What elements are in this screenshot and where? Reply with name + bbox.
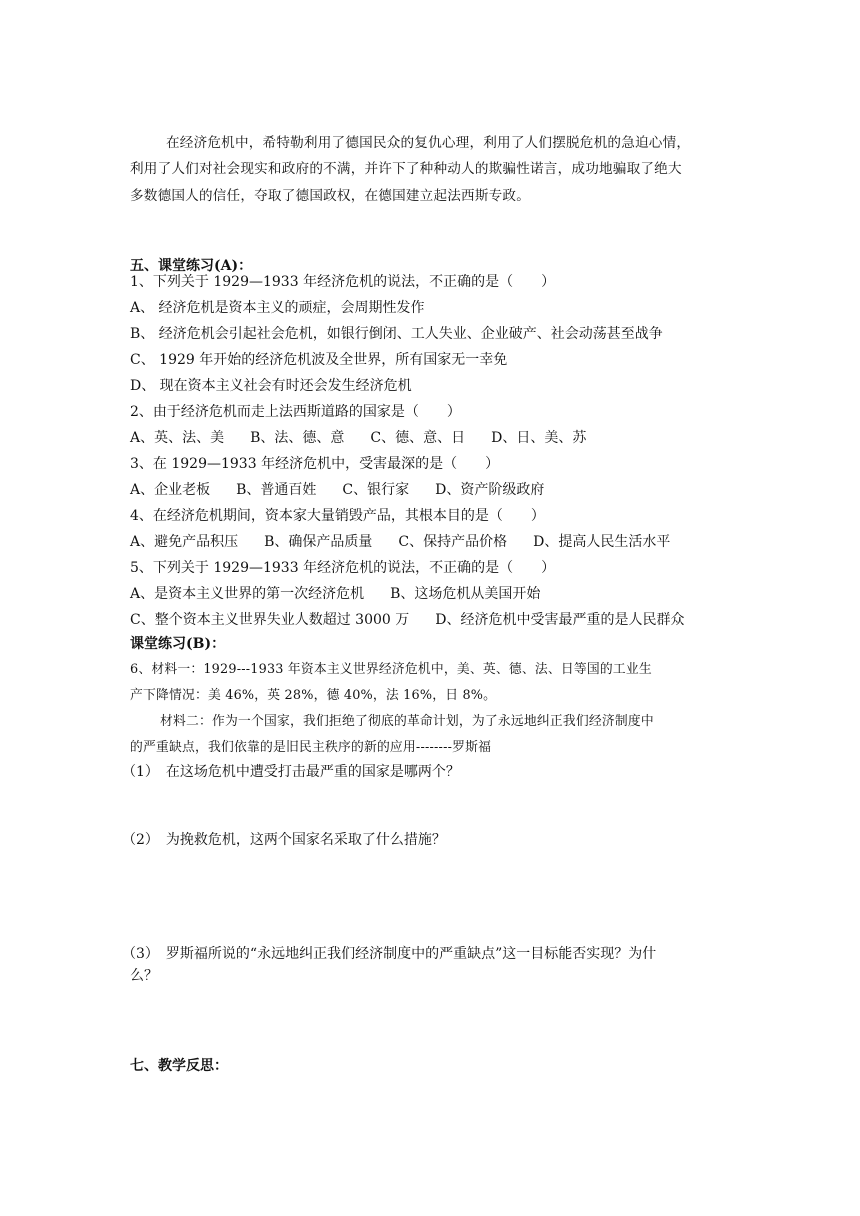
section-heading-practice-a: 五、课堂练习(A)： [130, 258, 253, 274]
question-2-option-c: C、德、意、日 [370, 430, 466, 446]
question-5-option-d: D、经济危机中受害最严重的是人民群众 [435, 612, 685, 628]
question-5-option-a: A、是资本主义世界的第一次经济危机 [130, 586, 365, 602]
question-2-option-a: A、英、法、美 [130, 430, 225, 446]
question-3-option-b: B、普通百姓 [236, 482, 317, 498]
question-4-stem: 4、在经济危机期间，资本家大量销毁产品，其根本目的是（ ） [130, 508, 545, 524]
question-3-options [130, 480, 544, 500]
question-5-options-row-1 [130, 584, 540, 604]
section-heading-teaching-reflection: 七、教学反思： [130, 1058, 228, 1074]
intro-line-2: 利用了人们对社会现实和政府的不满，并许下了种种动人的欺骗性诺言，成功地骗取了绝大 [130, 161, 682, 177]
question-2-stem: 2、由于经济危机而走上法西斯道路的国家是（ ） [130, 404, 461, 420]
question-1-option-a: A、 经济危机是资本主义的顽症，会周期性发作 [130, 300, 425, 316]
question-2-option-d: D、日、美、苏 [491, 430, 587, 446]
question-1-option-d: D、 现在资本主义社会有时还会发生经济危机 [130, 378, 412, 394]
question-5-option-b: B、这场危机从美国开始 [390, 586, 541, 602]
sub-question-3-line-2: 么？ [130, 968, 158, 984]
material-2-line-2: 的严重缺点，我们依靠的是旧民主秩序的新的应用--------罗斯福 [130, 740, 492, 755]
sub-question-3-line-1: （3） 罗斯福所说的“永远地纠正我们经济制度中的严重缺点”这一目标能否实现？为什 [122, 946, 657, 962]
material-1-line-2: 产下降情况：美 46%，英 28%，德 40%，法 16%，日 8%。 [130, 688, 497, 703]
question-5-option-c: C、整个资本主义世界失业人数超过 3000 万 [130, 612, 410, 628]
question-4-option-d: D、提高人民生活水平 [533, 534, 671, 550]
intro-line-3: 多数德国人的信任，夺取了德国政权，在德国建立起法西斯专政。 [130, 188, 531, 204]
material-2-line-1: 材料二：作为一个国家，我们拒绝了彻底的革命计划，为了永远地纠正我们经济制度中 [160, 714, 654, 729]
question-1-option-c: C、 1929 年开始的经济危机波及全世界，所有国家无一幸免 [130, 352, 508, 368]
question-3-option-d: D、资产阶级政府 [435, 482, 545, 498]
question-2-options [130, 428, 586, 448]
intro-line-1: 在经济危机中，希特勒利用了德国民众的复仇心理，利用了人们摆脱危机的急迫心情， [166, 135, 691, 151]
question-4-option-a: A、避免产品积压 [130, 534, 239, 550]
section-heading-practice-b: 课堂练习(B)： [130, 636, 226, 652]
question-3-option-a: A、企业老板 [130, 482, 211, 498]
question-2-option-b: B、法、德、意 [250, 430, 345, 446]
question-3-option-c: C、银行家 [342, 482, 410, 498]
question-4-options [130, 532, 670, 552]
sub-question-2: （2） 为挽救危机，这两个国家名采取了什么措施？ [122, 832, 446, 848]
question-1-stem: 1、下列关于 1929—1933 年经济危机的说法，不正确的是（ ） [130, 274, 556, 290]
question-4-option-c: C、保持产品价格 [398, 534, 508, 550]
question-4-option-b: B、确保产品质量 [264, 534, 373, 550]
question-5-stem: 5、下列关于 1929—1933 年经济危机的说法，不正确的是（ ） [130, 560, 556, 576]
question-3-stem: 3、在 1929—1933 年经济危机中，受害最深的是（ ） [130, 456, 500, 472]
material-1-line-1: 6、材料一：1929---1933 年资本主义世界经济危机中，美、英、德、法、日等国的工业生 [130, 662, 652, 677]
question-1-option-b: B、 经济危机会引起社会危机，如银行倒闭、工人失业、企业破产、社会动荡甚至战争 [130, 326, 663, 342]
question-5-options-row-2 [130, 610, 684, 630]
sub-question-1: （1） 在这场危机中遭受打击最严重的国家是哪两个？ [122, 764, 460, 780]
